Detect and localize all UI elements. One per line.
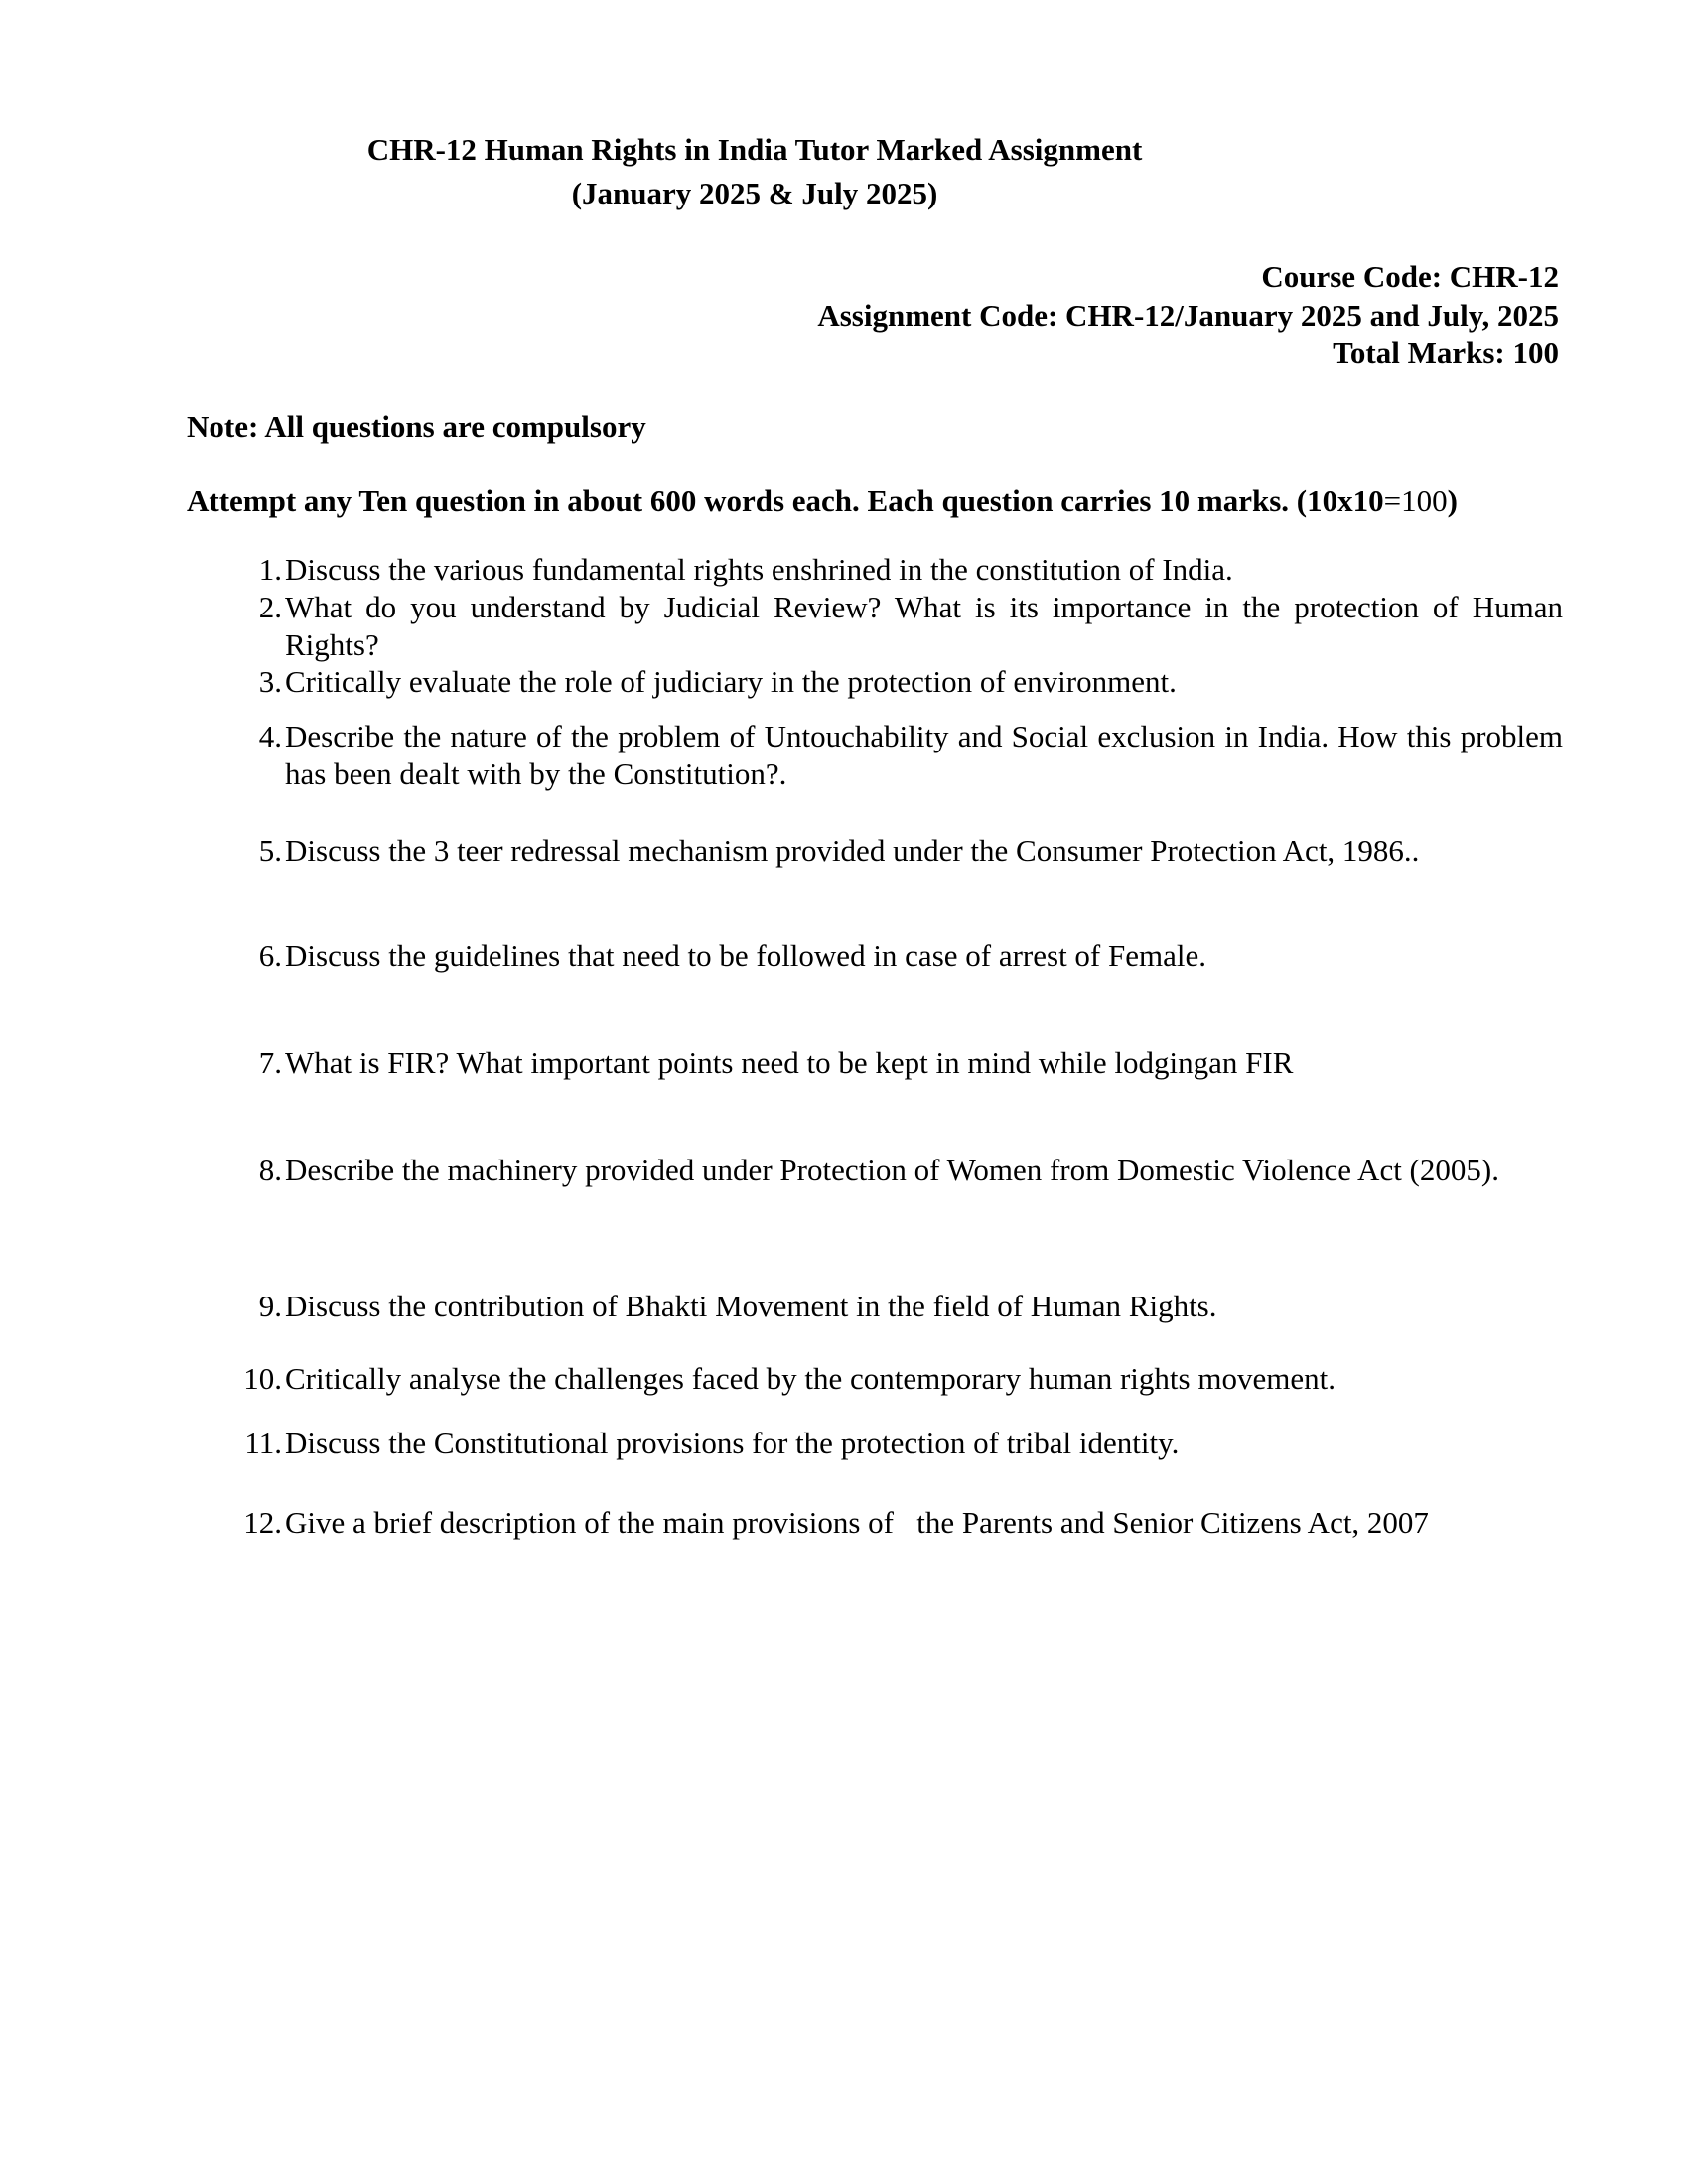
question-number: 7. (258, 1045, 282, 1080)
instruction-eq: =100 (1383, 483, 1448, 518)
question-number: 9. (258, 1289, 282, 1323)
question-number: 1. (258, 552, 282, 587)
question-number: 8. (258, 1153, 282, 1187)
question-number: 4. (258, 719, 282, 753)
question-text: Discuss the guidelines that need to be followed in case of arrest of Female. (285, 938, 1207, 973)
question-number: 2. (258, 590, 282, 624)
document-subtitle: (January 2025 & July 2025) (571, 176, 938, 210)
question-number: 10. (243, 1361, 282, 1396)
question-item (230, 718, 1563, 793)
note: Note: All questions are compulsory (187, 409, 646, 444)
question-number: 5. (258, 833, 282, 868)
question-text: What do you understand by Judicial Review? What is its importance in the protection of Human Rights? (285, 590, 1563, 662)
question-item (230, 589, 1563, 664)
question-item (230, 1425, 1563, 1462)
question-number: 3. (258, 664, 282, 699)
question-text: Describe the machinery provided under Protection of Women from Domestic Violence Act (2005). (285, 1153, 1499, 1187)
question-text: Discuss the 3 teer redressal mechanism provided under the Consumer Protection Act, 1986.. (285, 833, 1420, 868)
question-number: 6. (258, 938, 282, 973)
question-item (230, 937, 1563, 975)
question-item (230, 1504, 1563, 1542)
course-code: Course Code: CHR-12 (1261, 259, 1559, 294)
question-item (230, 663, 1563, 701)
question-text: Discuss the Constitutional provisions for the protection of tribal identity. (285, 1426, 1180, 1460)
question-text: Give a brief description of the main provisions of the Parents and Senior Citizens Act, 2007 (285, 1505, 1429, 1540)
question-text: Describe the nature of the problem of Untouchability and Social exclusion in India. How this problem has been dealt with by the Constitution?. (285, 719, 1563, 791)
question-item (230, 551, 1563, 589)
question-item (230, 1044, 1563, 1082)
question-item (230, 832, 1563, 870)
instruction (187, 481, 1458, 521)
question-text: Discuss the various fundamental rights enshrined in the constitution of India. (285, 552, 1233, 587)
instruction-text: Attempt any Ten question in about 600 words each. Each question carries 10 marks. (10x10 (187, 483, 1384, 518)
question-number: 11. (244, 1426, 282, 1460)
question-number: 12. (243, 1505, 282, 1540)
question-text: Critically evaluate the role of judiciary in the protection of environment. (285, 664, 1177, 699)
question-text: What is FIR? What important points need to be kept in mind while lodgingan FIR (285, 1045, 1294, 1080)
instruction-close: ) (1447, 483, 1458, 518)
assignment-code: Assignment Code: CHR-12/January 2025 and July, 2025 (817, 298, 1559, 333)
total-marks: Total Marks: 100 (1333, 336, 1559, 370)
question-item (230, 1288, 1563, 1325)
question-item (230, 1152, 1563, 1189)
document-title: CHR-12 Human Rights in India Tutor Marked Assignment (366, 132, 1143, 167)
question-text: Discuss the contribution of Bhakti Movement in the field of Human Rights. (285, 1289, 1217, 1323)
question-text: Critically analyse the challenges faced by the contemporary human rights movement. (285, 1361, 1336, 1396)
question-item (230, 1360, 1563, 1398)
